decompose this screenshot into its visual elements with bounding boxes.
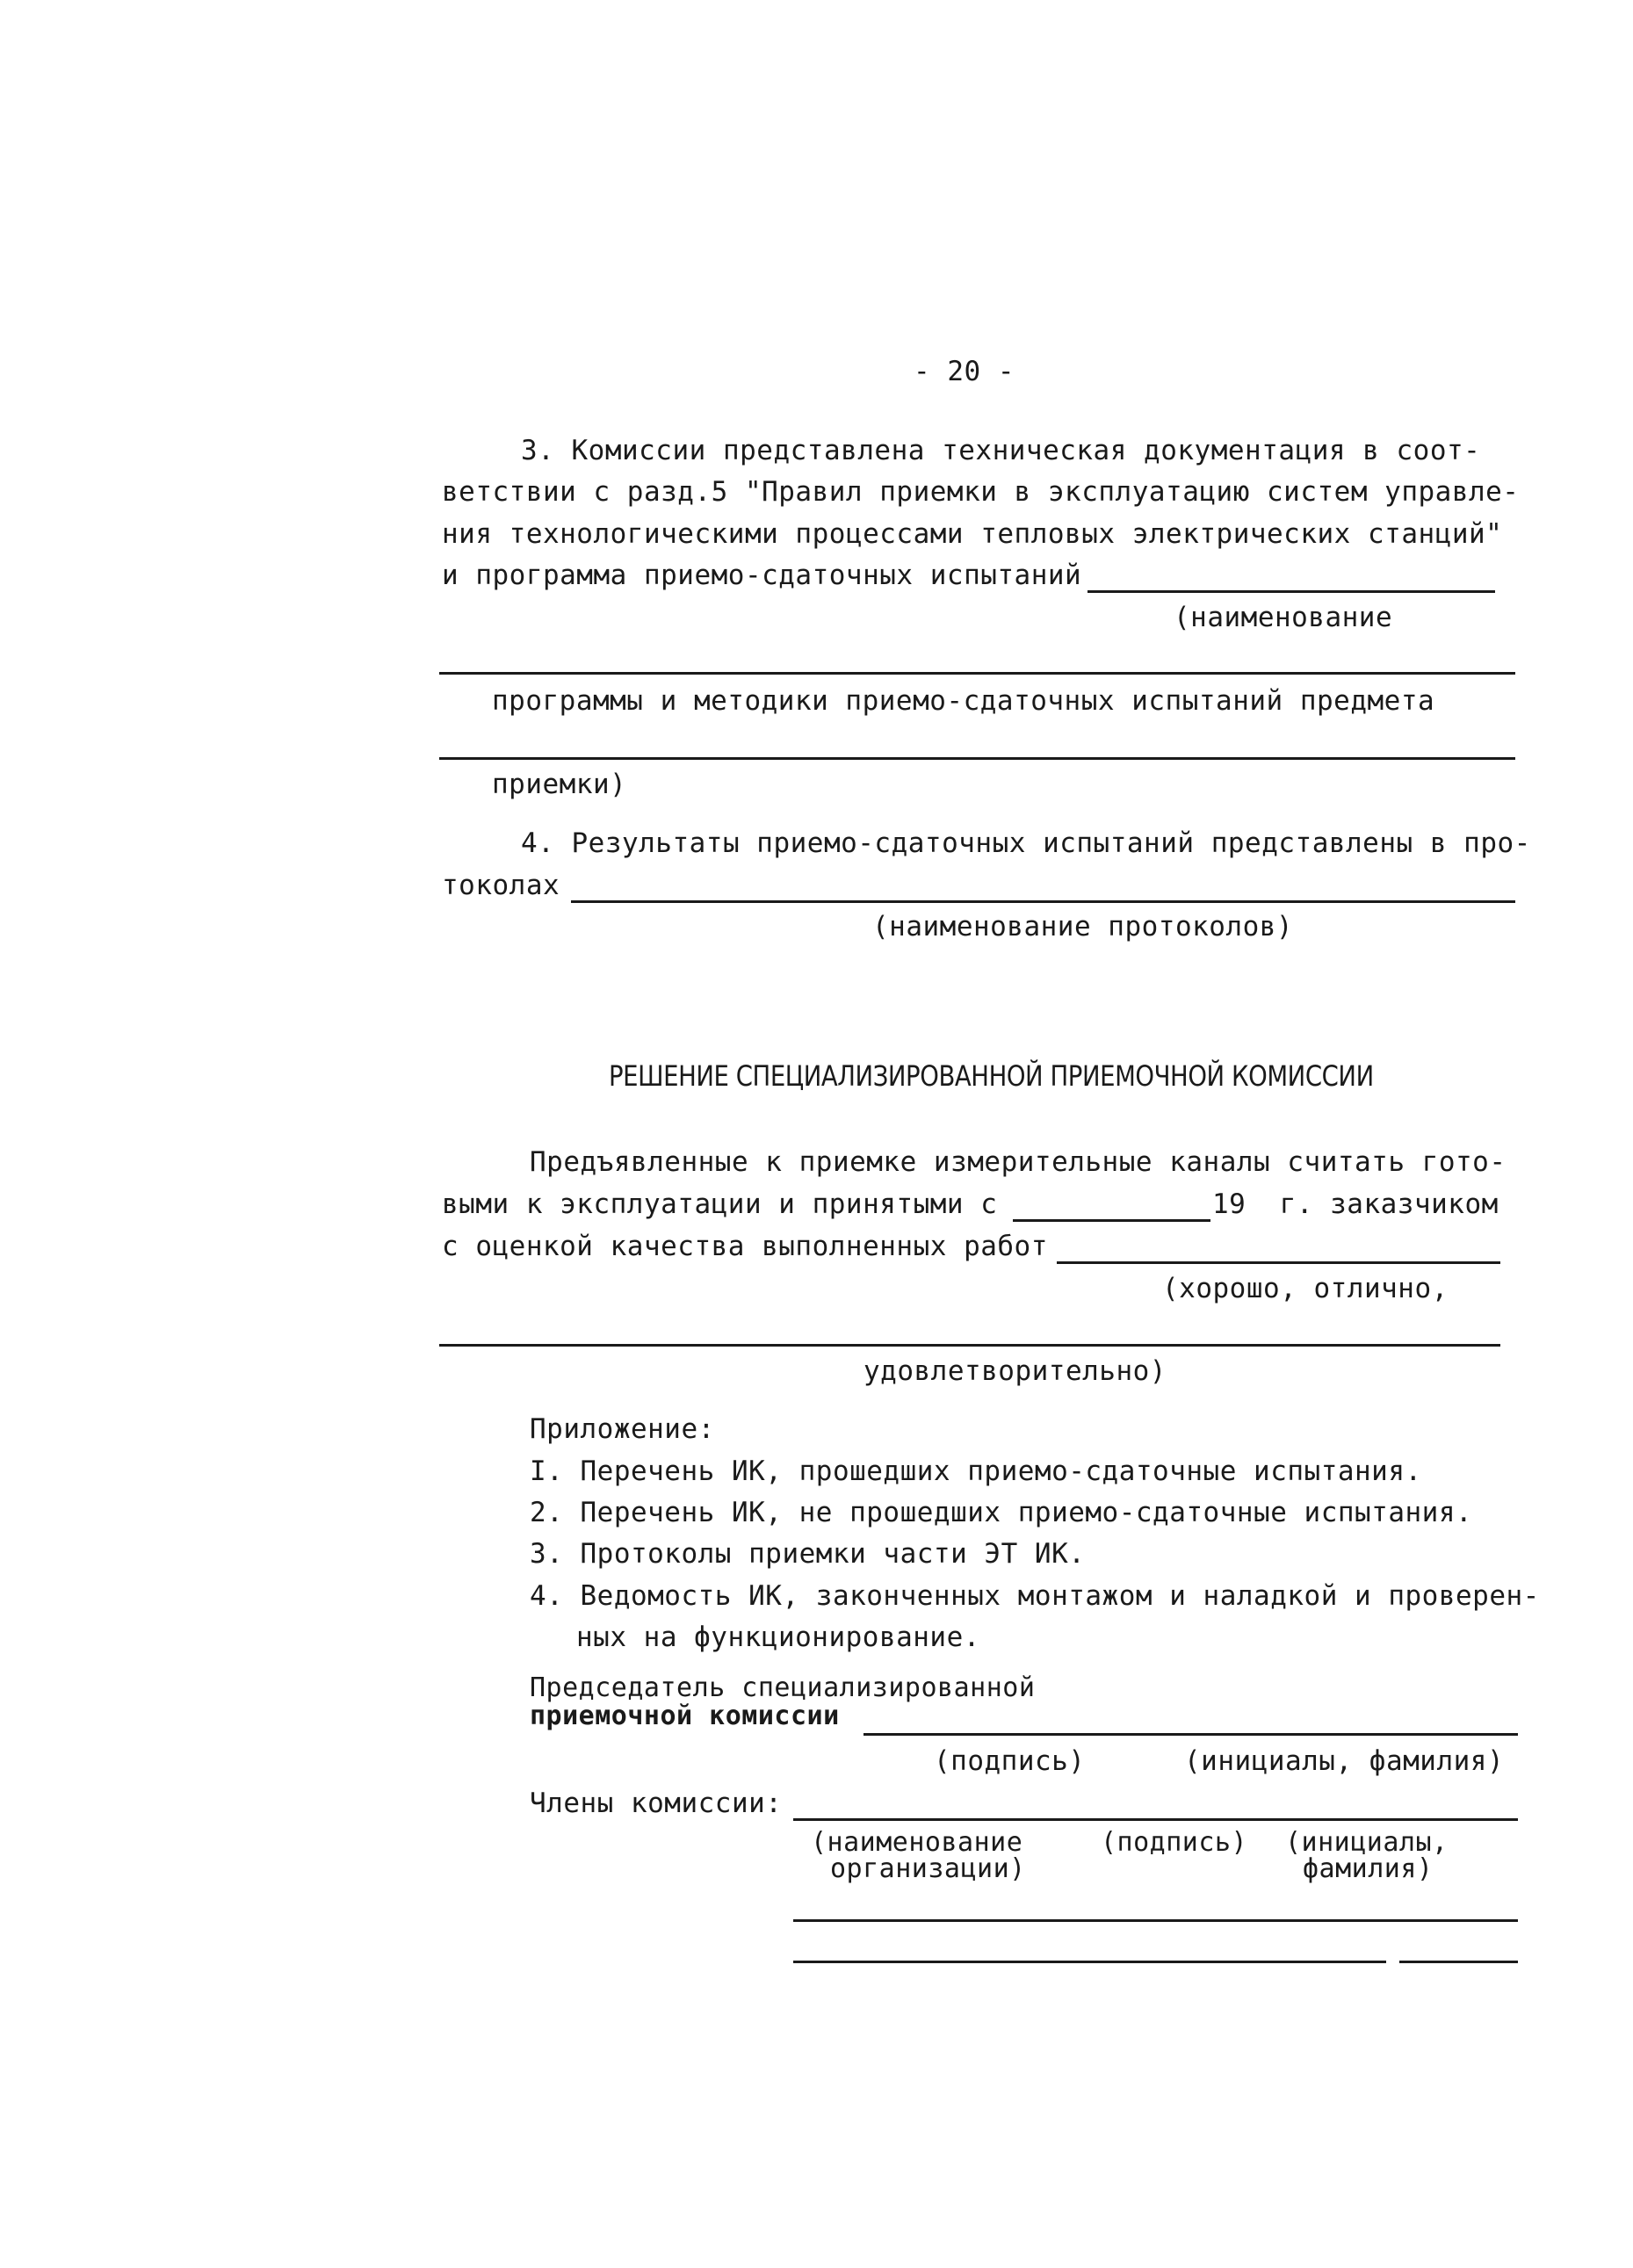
section3-line5: программы и методики приемо-сдаточных испытаний предмета	[492, 685, 1435, 717]
caption-signature: (подпись)	[934, 1745, 1086, 1777]
caption-sig-2: (подпись)	[1101, 1827, 1248, 1858]
decision-line2a: выми к эксплуатации и принятыми с	[442, 1188, 998, 1220]
caption-name2-2: фамилия)	[1303, 1853, 1434, 1884]
fill-line-quality-2	[439, 1344, 1500, 1347]
caption-name2-1: (инициалы,	[1285, 1827, 1449, 1858]
caption-org-1: (наименование	[811, 1827, 1023, 1858]
caption-org-2: организации)	[830, 1853, 1026, 1884]
decision-line2b: 19 г. заказчиком	[1212, 1188, 1499, 1220]
appendix-item-2: 2. Перечень ИК, не прошедших приемо-сдаточные испытания.	[530, 1497, 1473, 1528]
chairman-label-2: приемочной комиссии	[530, 1701, 840, 1731]
fill-line-member-3a	[793, 1961, 1386, 1963]
section3-line6: приемки)	[492, 769, 627, 800]
section3-line1: 3. Комиссии представлена техническая документация в соот-	[521, 435, 1481, 466]
caption-quality-2: удовлетворительно)	[863, 1355, 1167, 1387]
appendix-item-4-cont: ных на функционирование.	[576, 1622, 980, 1653]
appendix-item-1: I. Перечень ИК, прошедших приемо-сдаточные испытания.	[530, 1455, 1422, 1487]
fill-line-protocols	[571, 900, 1515, 903]
fill-line-date	[1013, 1219, 1210, 1222]
fill-line-chairman	[863, 1733, 1518, 1736]
section4-line2: токолах	[442, 870, 560, 901]
appendix-heading: Приложение:	[530, 1413, 715, 1445]
caption-quality-1: (хорошо, отлично,	[1162, 1273, 1449, 1304]
fill-line-program-3	[439, 757, 1515, 760]
chairman-label-1: Председатель специализированной	[530, 1672, 1036, 1703]
decision-heading: РЕШЕНИЕ СПЕЦИАЛИЗИРОВАННОЙ ПРИЕМОЧНОЙ КОМИССИИ	[609, 1059, 1374, 1093]
section3-line4: и программа приемо-сдаточных испытаний	[442, 560, 1082, 591]
caption-name: (инициалы, фамилия)	[1184, 1745, 1505, 1777]
section3-line3: ния технологическими процессами тепловых электрических станций"	[442, 518, 1503, 550]
decision-line3: с оценкой качества выполненных работ	[442, 1231, 1048, 1262]
caption-protocols: (наименование протоколов)	[872, 911, 1294, 943]
section3-line2: ветствии с разд.5 "Правил приемки в эксплуатацию систем управле-	[442, 476, 1520, 508]
fill-line-member-3b	[1399, 1961, 1518, 1963]
fill-line-quality	[1057, 1261, 1500, 1264]
caption-naming: (наименование	[1174, 602, 1393, 633]
page-number: - 20 -	[914, 356, 1015, 387]
fill-line-member-2	[793, 1919, 1518, 1922]
fill-line-program-2	[439, 672, 1515, 675]
appendix-item-4: 4. Ведомость ИК, законченных монтажом и наладкой и проверен-	[530, 1580, 1540, 1612]
section4-line1: 4. Результаты приемо-сдаточных испытаний представлены в про-	[521, 827, 1531, 859]
fill-line-member-1	[793, 1818, 1518, 1821]
appendix-item-3: 3. Протоколы приемки части ЭТ ИК.	[530, 1538, 1086, 1570]
decision-line1: Предъявленные к приемке измерительные каналы считать гото-	[530, 1146, 1507, 1178]
fill-line-program	[1087, 590, 1495, 593]
members-label: Члены комиссии:	[530, 1788, 783, 1819]
